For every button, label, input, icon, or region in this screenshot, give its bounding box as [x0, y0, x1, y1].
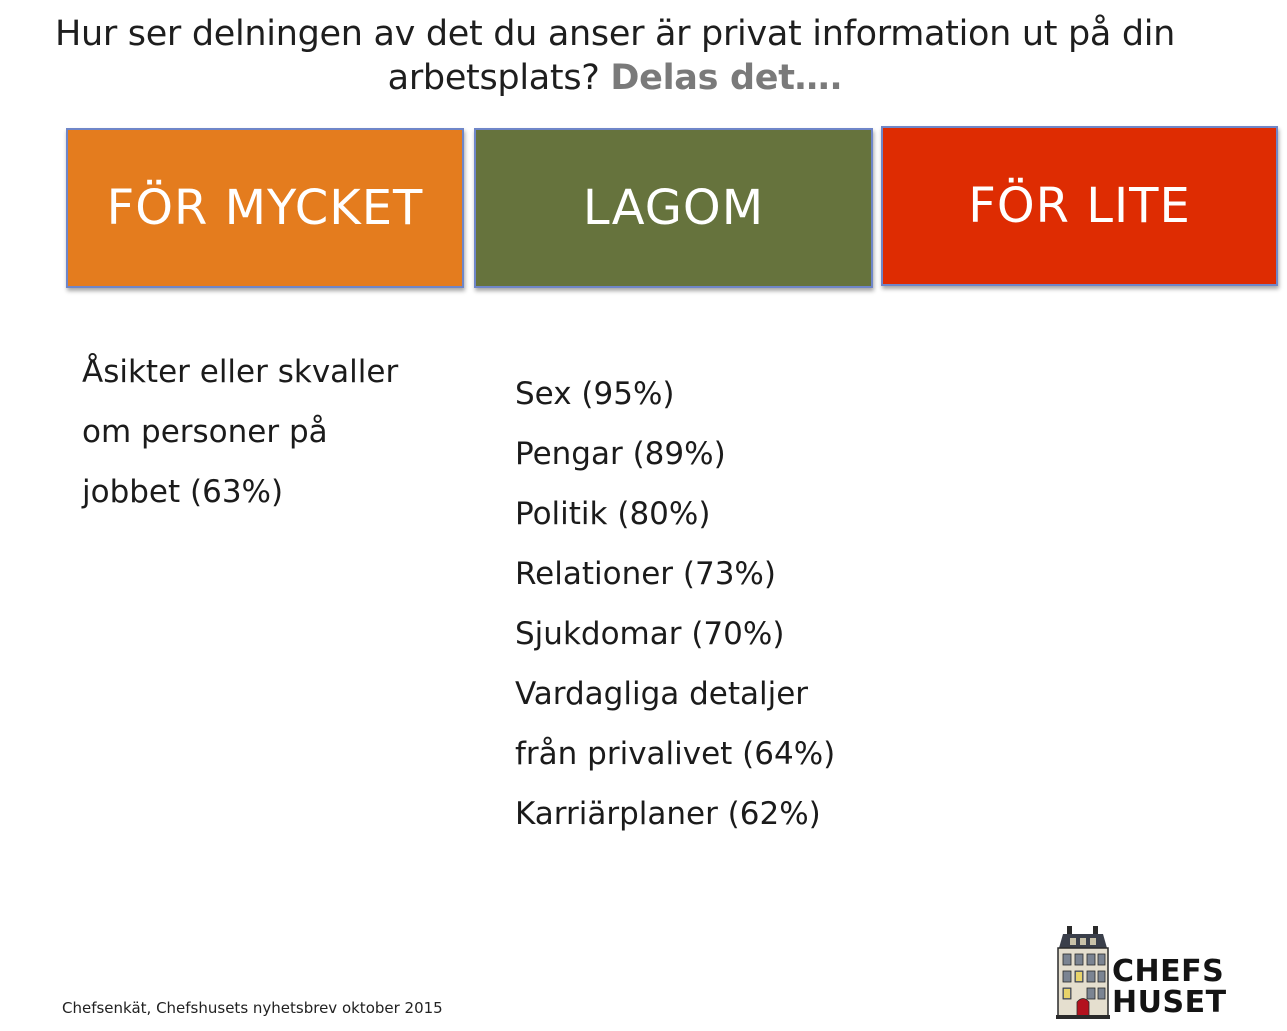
title-emphasis: Delas det….: [610, 58, 843, 98]
logo-wordmark: [1112, 956, 1227, 1018]
title-question: Hur ser delningen av det du anser är privat information ut på din arbetsplats?: [54, 14, 1176, 98]
list-item: från privalivet (64%): [515, 736, 836, 772]
source-footnote: Chefsenkät, Chefshusets nyhetsbrev oktober 2015: [62, 999, 443, 1017]
for-mycket-list: [82, 342, 398, 522]
category-lagom: LAGOM: [474, 128, 873, 288]
chefshuset-logo: [1055, 922, 1240, 1022]
list-item: Sjukdomar (70%): [515, 616, 785, 652]
list-item: om personer på: [82, 414, 328, 450]
list-item: Åsikter eller skvaller: [82, 354, 399, 390]
logo-line-2: HUSET: [1112, 985, 1227, 1020]
list-item: Sex (95%): [515, 376, 675, 412]
list-item: Pengar (89%): [515, 436, 726, 472]
page-title: [20, 12, 1210, 100]
list-item: Relationer (73%): [515, 556, 776, 592]
lagom-list: [515, 364, 835, 844]
list-item: Vardagliga detaljer: [515, 676, 809, 712]
logo-line-1: CHEFS: [1112, 954, 1225, 989]
house-icon: [1055, 922, 1111, 1022]
list-item: Karriärplaner (62%): [515, 796, 821, 832]
list-item: Politik (80%): [515, 496, 711, 532]
category-for-mycket: FÖR MYCKET: [66, 128, 464, 288]
list-item: jobbet (63%): [82, 474, 284, 510]
category-for-lite: FÖR LITE: [881, 126, 1278, 286]
